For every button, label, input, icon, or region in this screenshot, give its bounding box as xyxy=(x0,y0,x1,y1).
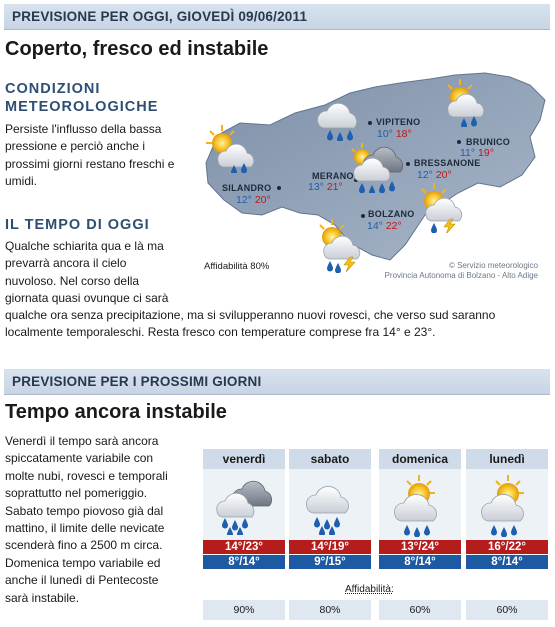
today-title: Coperto, fresco ed instabile xyxy=(5,38,269,60)
min-temp-range: 8°/14° xyxy=(203,554,285,569)
reliability-domenica: 60% xyxy=(379,600,461,620)
day-name: domenica xyxy=(379,449,461,469)
today-header: PREVISIONE PER OGGI, GIOVEDÌ 09/06/2011 xyxy=(4,4,550,30)
station-bolzano-label: BOLZANO xyxy=(368,209,415,219)
station-bressanone-temps: 12° 20° xyxy=(417,169,452,181)
brunico-dot xyxy=(457,140,461,144)
station-bressanone-label: BRESSANONE xyxy=(414,158,481,168)
sun-cloud-thunder-icon xyxy=(416,181,476,233)
reliability-lunedi: 60% xyxy=(466,600,548,620)
day-column-domenica xyxy=(379,449,461,569)
day-column-venerdi xyxy=(203,449,285,569)
weather-map xyxy=(200,65,552,285)
station-silandro-temps: 12° 20° xyxy=(236,194,271,206)
vipiteno-dot xyxy=(368,121,372,125)
station-vipiteno-label: VIPITENO xyxy=(376,117,421,127)
day-name: venerdì xyxy=(203,449,285,469)
sun-cloud-rain-icon xyxy=(385,473,455,537)
cloud-rain-icon xyxy=(308,95,368,141)
station-brunico-temps: 11° 19° xyxy=(460,147,494,159)
max-temp-range: 16°/22° xyxy=(466,540,548,554)
sun-cloud-rain-icon xyxy=(204,123,264,173)
map-credit: © Servizio meteorologico Provincia Autonoma di Bolzano - Alto Adige xyxy=(384,261,538,280)
sun-cloud-rain-icon xyxy=(472,473,542,537)
today-text-full: qualche ora senza precipitazione, ma si svilupperanno nuovi rovesci, che verso sud saranno localmente temporaleschi. Resta fresco con temperature comprese fra 14° e 23°. xyxy=(5,308,496,340)
reliability-label: Affidabilità: xyxy=(345,584,394,595)
conditions-heading: CONDIZIONI METEOROLOGICHE xyxy=(5,81,159,115)
station-silandro-label: SILANDRO xyxy=(222,183,272,193)
silandro-dot xyxy=(277,186,281,190)
day-name: lunedì xyxy=(466,449,548,469)
reliability-sabato: 80% xyxy=(289,600,371,620)
day-column-lunedi xyxy=(466,449,548,569)
min-temp-range: 8°/14° xyxy=(379,554,461,569)
min-temp-range: 8°/14° xyxy=(466,554,548,569)
cloud-rain-heavy-icon xyxy=(346,141,412,193)
next-header: PREVISIONE PER I PROSSIMI GIORNI xyxy=(4,369,550,395)
station-merano-temps: 13° 21° xyxy=(308,181,343,193)
max-temp-range: 14°/23° xyxy=(203,540,285,554)
today-text: Qualche schiarita qua e là ma prevarrà ancora il cielo nuvoloso. Nel corso della giornata quasi ovunque ci sarà xyxy=(5,239,169,306)
next-text: Venerdì il tempo sarà ancora spiccatamente variabile con molte nubi, rovesci e temporali soprattutto nel pomeriggio. Sabato tempo piovoso già dal mattino, il limite delle nevicate scenderà fino a 2500 m circa. Domenica tempo variabile ed anche il lunedì di Pentecoste sarà instabile. xyxy=(5,434,168,605)
station-merano-label: MERANO xyxy=(312,171,354,181)
cloud-rain-icon xyxy=(299,477,361,535)
station-vipiteno-temps: 10° 18° xyxy=(377,128,412,140)
day-column-sabato xyxy=(289,449,371,569)
min-temp-range: 9°/15° xyxy=(289,554,371,569)
cloud-rain-icon xyxy=(211,475,277,535)
max-temp-range: 14°/19° xyxy=(289,540,371,554)
conditions-text: Persiste l'influsso della bassa pressione e perciò anche i prossimi giorni restano freschi e umidi. xyxy=(5,122,175,189)
station-brunico-label: BRUNICO xyxy=(466,137,511,147)
sun-cloud-rain-icon xyxy=(436,77,496,127)
reliability-venerdi: 90% xyxy=(203,600,285,620)
next-title: Tempo ancora instabile xyxy=(5,401,227,423)
station-bolzano-temps: 14° 22° xyxy=(367,220,402,232)
today-heading: IL TEMPO DI OGGI xyxy=(5,217,150,233)
day-name: sabato xyxy=(289,449,371,469)
map-reliability: Affidabilità 80% xyxy=(204,261,270,272)
max-temp-range: 13°/24° xyxy=(379,540,461,554)
sun-cloud-thunder-icon xyxy=(314,217,374,273)
